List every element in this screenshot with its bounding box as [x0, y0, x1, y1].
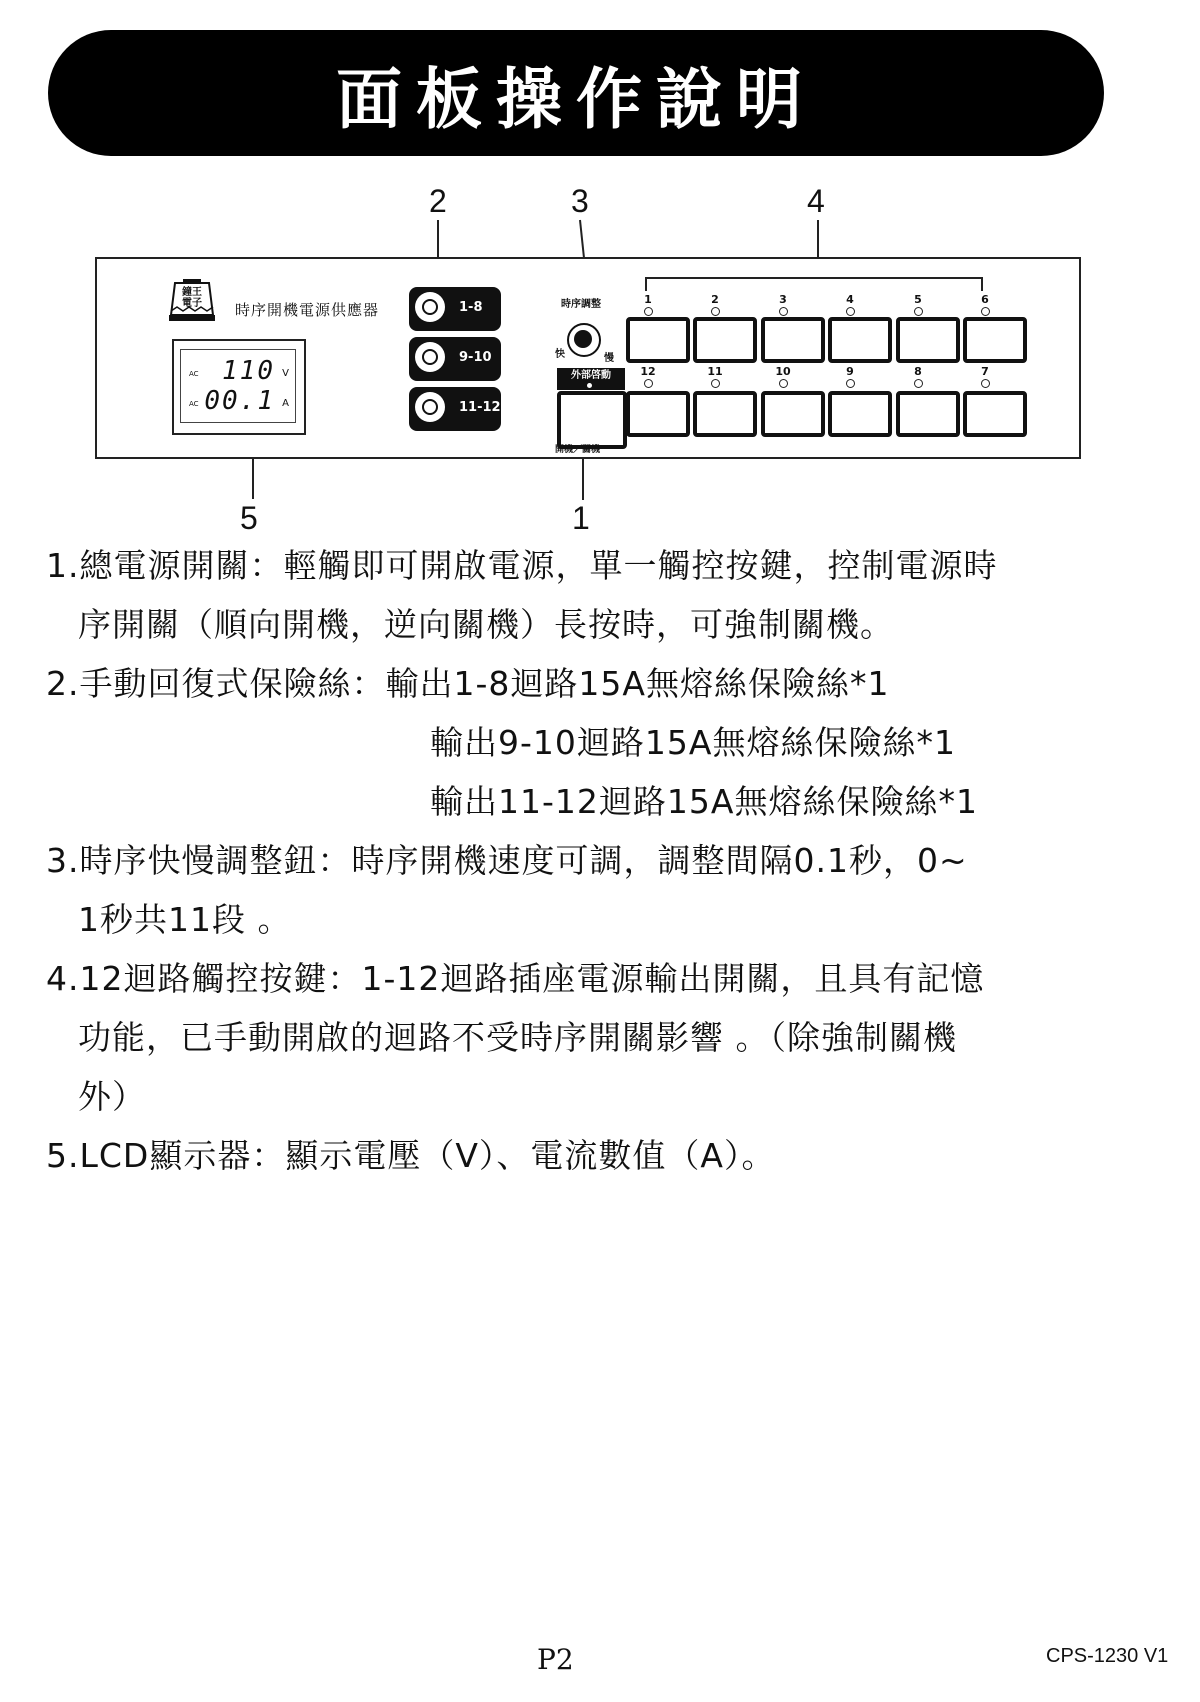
channel-led-icon	[981, 379, 990, 388]
callout-5: 5	[240, 500, 258, 536]
description-item-3: 3.時序快慢調整鈕：時序開機速度可調，調整間隔0.1秒，0~	[46, 841, 968, 880]
description-item-2: 2.手動回復式保險絲：輸出1-8迴路15A無熔絲保險絲*1	[46, 664, 890, 703]
fuse-reset-icon	[415, 392, 445, 422]
channel-label-6: 6	[981, 293, 989, 306]
channel-led-icon	[846, 307, 855, 316]
description-list	[46, 536, 1156, 1185]
power-button-label: 開機／關機	[555, 445, 601, 455]
channel-button-12[interactable]	[626, 391, 690, 437]
channel-button-5[interactable]	[896, 317, 960, 363]
timing-adjust-label: 時序調整	[561, 299, 601, 310]
external-start-led-icon	[587, 383, 592, 388]
page-number: P2	[537, 1643, 574, 1676]
channel-button-9[interactable]	[828, 391, 892, 437]
fuse-label: 1-8	[459, 300, 483, 315]
fuse-label: 11-12	[459, 400, 501, 415]
description-item-1-cont: 序開關（順向開機，逆向關機）長按時，可強制關機。	[78, 605, 894, 644]
channel-button-7[interactable]	[963, 391, 1027, 437]
channel-led-icon	[644, 379, 653, 388]
callout-1: 1	[572, 500, 590, 536]
callout-3: 3	[571, 183, 589, 219]
channel-label-2: 2	[711, 293, 719, 306]
channel-led-icon	[711, 307, 720, 316]
channel-led-icon	[711, 379, 720, 388]
external-start-indicator	[557, 368, 625, 390]
lcd-voltage-value: 110	[222, 356, 275, 386]
channel-label-9: 9	[846, 365, 854, 378]
external-start-label: 外部啓動	[571, 370, 611, 381]
channel-button-2[interactable]	[693, 317, 757, 363]
channel-led-icon	[981, 307, 990, 316]
lcd-ac-label: AC	[189, 400, 199, 408]
channel-button-8[interactable]	[896, 391, 960, 437]
fuse-1-8[interactable]	[409, 287, 501, 331]
channel-led-icon	[779, 307, 788, 316]
slow-label: 慢	[604, 353, 614, 364]
channel-button-6[interactable]	[963, 317, 1027, 363]
page-title: 面板操作說明	[336, 59, 816, 138]
channel-led-icon	[914, 379, 923, 388]
channel-button-3[interactable]	[761, 317, 825, 363]
brand-logo	[167, 279, 217, 323]
channel-label-10: 10	[775, 365, 791, 378]
timing-knob[interactable]	[567, 323, 601, 357]
channel-label-11: 11	[707, 365, 723, 378]
lcd-ac-label: AC	[189, 370, 199, 378]
description-item-5: 5.LCD顯示器：顯示電壓（V）、電流數值（A）。	[46, 1136, 776, 1175]
channel-label-8: 8	[914, 365, 922, 378]
channel-button-4[interactable]	[828, 317, 892, 363]
description-item-2-cont: 輸出9-10迴路15A無熔絲保險絲*1	[430, 723, 956, 762]
model-number: CPS-1230 V1	[1046, 1645, 1169, 1667]
panel-product-name: 時序開機電源供應器	[235, 301, 380, 319]
power-button[interactable]	[557, 391, 627, 449]
channel-led-icon	[914, 307, 923, 316]
channel-button-1[interactable]	[626, 317, 690, 363]
description-item-2-cont: 輸出11-12迴路15A無熔絲保險絲*1	[430, 782, 978, 821]
leader-line-4	[817, 220, 819, 257]
channel-label-5: 5	[914, 293, 922, 306]
fuse-reset-icon	[415, 292, 445, 322]
callout-2: 2	[429, 183, 447, 219]
fuse-reset-icon	[415, 342, 445, 372]
front-panel-diagram	[95, 257, 1081, 459]
channel-label-7: 7	[981, 365, 989, 378]
fuse-label: 9-10	[459, 350, 492, 365]
description-item-4-cont: 外）	[78, 1077, 146, 1116]
lcd-voltage-unit: V	[282, 368, 289, 379]
channel-label-12: 12	[640, 365, 656, 378]
brand-name: 鐘王 電子	[182, 287, 202, 309]
channel-led-icon	[644, 307, 653, 316]
fast-label: 快	[555, 349, 565, 360]
channel-button-10[interactable]	[761, 391, 825, 437]
description-item-4: 4.12迴路觸控按鍵：1-12迴路插座電源輸出開關，且具有記憶	[46, 959, 985, 998]
channel-label-4: 4	[846, 293, 854, 306]
channel-label-1: 1	[644, 293, 652, 306]
description-item-3-cont: 1秒共11段 。	[78, 900, 292, 939]
lcd-current-value: 00.1	[204, 386, 275, 416]
fuse-9-10[interactable]	[409, 337, 501, 381]
lcd-screen	[180, 349, 296, 423]
description-item-4-cont: 功能，已手動開啟的迴路不受時序開關影響 。（除強制關機	[78, 1018, 957, 1057]
callout-4: 4	[807, 183, 825, 219]
lcd-current-unit: A	[282, 398, 289, 409]
channel-group-bracket	[645, 277, 983, 291]
description-item-1: 1.總電源開關：輕觸即可開啟電源，單一觸控按鍵，控制電源時	[46, 546, 998, 585]
channel-label-3: 3	[779, 293, 787, 306]
channel-button-11[interactable]	[693, 391, 757, 437]
channel-led-icon	[846, 379, 855, 388]
channel-led-icon	[779, 379, 788, 388]
fuse-11-12[interactable]	[409, 387, 501, 431]
title-banner	[48, 30, 1104, 156]
lcd-display	[172, 339, 306, 435]
